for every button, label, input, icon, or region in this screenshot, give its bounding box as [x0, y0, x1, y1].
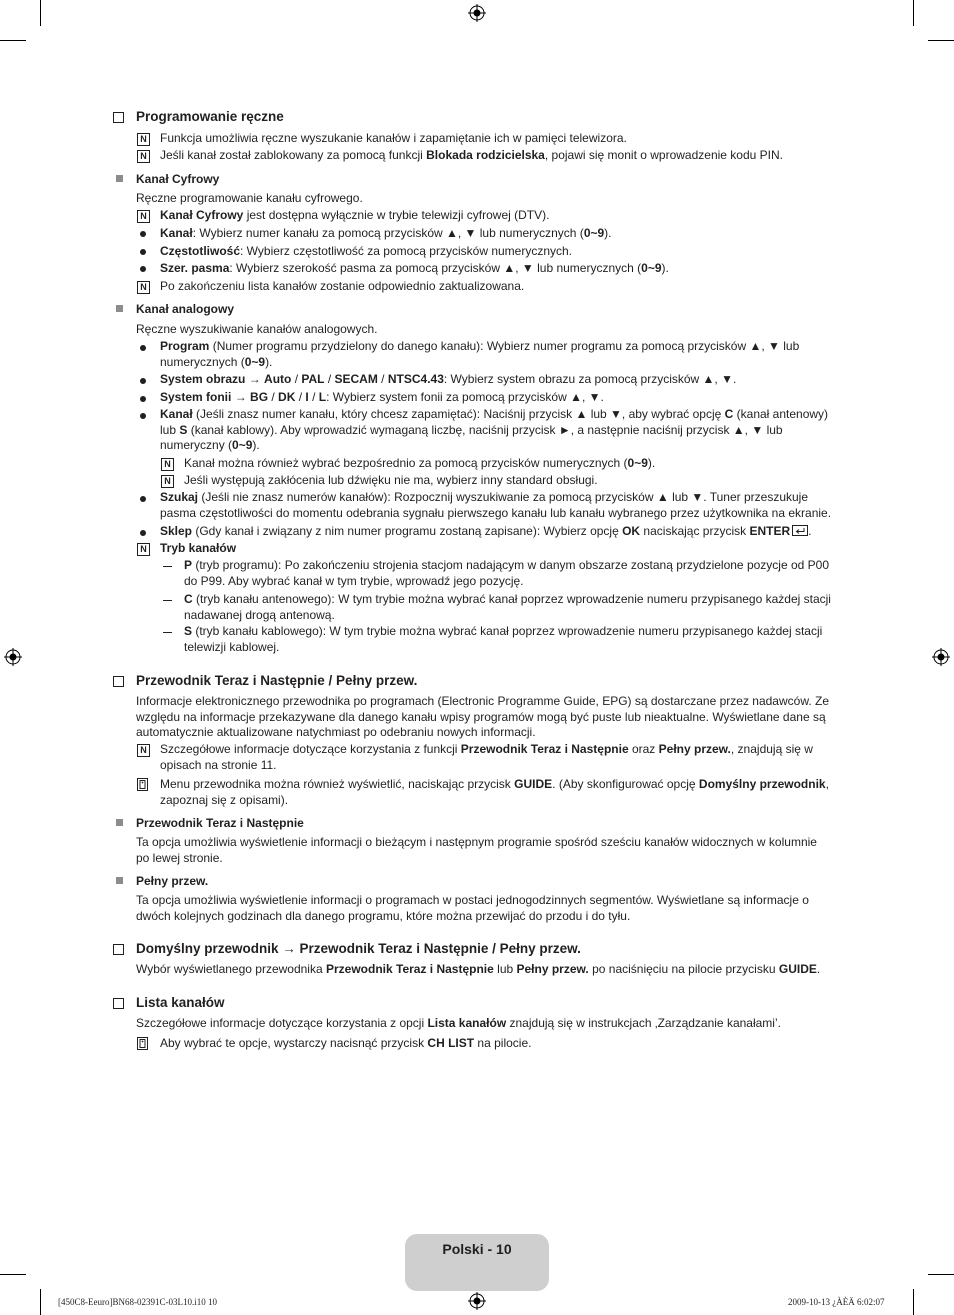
note-icon: N	[137, 150, 150, 163]
note-text: Funkcja umożliwia ręczne wyszukanie kanałów i zapamiętanie ich w pamięci telewizora.	[160, 131, 627, 145]
dash-icon	[163, 600, 172, 601]
subsection-marker-icon	[116, 305, 123, 312]
crop-mark	[928, 1274, 954, 1275]
crop-mark	[928, 40, 954, 41]
crop-mark	[0, 1274, 26, 1275]
note-text: Menu przewodnika można również wyświetlić, naciskając przycisk GUIDE. (Aby skonfigurować opcję Domyślny przewodnik, zapoznaj się z opisami).	[160, 777, 829, 807]
note-text: Aby wybrać te opcje, wystarczy nacisnąć przycisk CH LIST na pilocie.	[160, 1036, 532, 1050]
section-checkbox-icon	[113, 676, 124, 687]
note-icon: N	[137, 133, 150, 146]
note-text: Jeśli występują zakłócenia lub dźwięku nie ma, wybierz inny standard obsługi.	[184, 473, 598, 487]
enter-icon	[792, 525, 808, 536]
bullet-icon	[140, 396, 146, 402]
crop-mark	[40, 1289, 41, 1315]
subsection-title: Pełny przew.	[136, 874, 209, 888]
note-icon: N	[137, 210, 150, 223]
paragraph: Ręczne wyszukiwanie kanałów analogowych.	[136, 322, 378, 336]
registration-mark-icon	[468, 4, 486, 22]
dash-item-text: S (tryb kanału kablowego): W tym trybie można wybrać kanał poprzez wprowadzenie numeru przypisanego każdej stacji telewizji kablowej.	[184, 624, 823, 654]
note-text: Jeśli kanał został zablokowany za pomocą funkcji Blokada rodzicielska, pojawi się monit o wprowadzenie kodu PIN.	[160, 148, 783, 162]
bullet-text: Kanał: Wybierz numer kanału za pomocą przycisków ▲, ▼ lub numerycznych (0~9).	[160, 226, 612, 240]
note-text: Tryb kanałów	[160, 541, 237, 555]
dash-item-text: C (tryb kanału antenowego): W tym trybie można wybrać kanał poprzez wprowadzenie numeru przypisanego każdej stacji nadawanej drogą antenową.	[184, 592, 831, 622]
section-title: Przewodnik Teraz i Następnie / Pełny przew.	[136, 673, 418, 688]
section-title: Programowanie ręczne	[136, 109, 284, 124]
subsection-title: Przewodnik Teraz i Następnie	[136, 816, 304, 830]
bullet-text: System fonii → BG / DK / I / L: Wybierz system fonii za pomocą przycisków ▲, ▼.	[160, 390, 604, 404]
paragraph: Ta opcja umożliwia wyświetlenie informacji o programach w postaci jednogodzinnych segmentów. Wyświetlane są informacje o dwóch kolejnych godzinach dla danego programu, które można przewijać do przodu i do tyłu.	[136, 893, 809, 923]
crop-mark	[913, 0, 914, 26]
paragraph: Informacje elektronicznego przewodnika po programach (Electronic Programme Guide, EPG) są dostarczane przez nadawców. Ze względu na informacje przekazywane dla danego kanału wpisy programów mogą być puste lub nieaktualne. Wyświetlane dane są automatycznie aktualizowane natychmiast po odebraniu nowych informacji.	[136, 694, 829, 739]
note-icon: N	[137, 744, 150, 757]
bullet-icon	[140, 530, 146, 536]
note-text: Kanał Cyfrowy jest dostępna wyłącznie w trybie telewizji cyfrowej (DTV).	[160, 208, 550, 222]
note-text: Po zakończeniu lista kanałów zostanie odpowiednio zaktualizowana.	[160, 279, 525, 293]
note-icon: N	[137, 543, 150, 556]
section-title: Lista kanałów	[136, 995, 225, 1010]
print-meta-left: [450C8-Eeuro]BN68-02391C-03L10.i10 10	[58, 1297, 217, 1307]
subsection-title: Kanał Cyfrowy	[136, 172, 220, 186]
note-icon: N	[161, 475, 174, 488]
subsection-title: Kanał analogowy	[136, 302, 235, 316]
bullet-text: Sklep (Gdy kanał i związany z nim numer programu zostaną zapisane): Wybierz opcję OK naciskając przycisk ENTER .	[160, 524, 812, 538]
print-meta-right: 2009-10-13 ¿ÀÈÄ 6:02:07	[788, 1297, 885, 1307]
crop-mark	[0, 40, 26, 41]
remote-icon	[137, 778, 148, 791]
paragraph: Wybór wyświetlanego przewodnika Przewodnik Teraz i Następnie lub Pełny przew. po naciśnięciu na pilocie przycisku GUIDE.	[136, 962, 821, 976]
bullet-text: Częstotliwość: Wybierz częstotliwość za pomocą przycisków numerycznych.	[160, 244, 573, 258]
paragraph: Ręczne programowanie kanału cyfrowego.	[136, 191, 363, 205]
note-icon: N	[161, 458, 174, 471]
section-checkbox-icon	[113, 998, 124, 1009]
subsection-marker-icon	[116, 175, 123, 182]
bullet-icon	[140, 378, 146, 384]
dash-icon	[163, 566, 172, 567]
page-number: Polski - 10	[442, 1241, 512, 1257]
paragraph: Szczegółowe informacje dotyczące korzystania z opcji Lista kanałów znajdują się w instrukcjach ‚Zarządzanie kanałami’.	[136, 1016, 781, 1030]
registration-mark-icon	[468, 1292, 486, 1310]
section-checkbox-icon	[113, 112, 124, 123]
registration-mark-icon	[4, 648, 22, 666]
bullet-icon	[140, 345, 146, 351]
bullet-text: Szer. pasma: Wybierz szerokość pasma za pomocą przycisków ▲, ▼ lub numerycznych (0~9).	[160, 261, 669, 275]
bullet-icon	[140, 249, 146, 255]
section-checkbox-icon	[113, 944, 124, 955]
note-text: Kanał można również wybrać bezpośrednio za pomocą przycisków numerycznych (0~9).	[184, 456, 656, 470]
subsection-marker-icon	[116, 819, 123, 826]
bullet-text: System obrazu → Auto / PAL / SECAM / NTSC4.43: Wybierz system obrazu za pomocą przycisków ▲, ▼.	[160, 372, 737, 386]
bullet-text: Szukaj (Jeśli nie znasz numerów kanałów): Rozpocznij wyszukiwanie za pomocą przycisków ▲ lub ▼. Tuner przeszukuje pasma częstotliwości do momentu odebrania sygnału pierwszego kanału lub kanału wybranego przez użytkownika na ekranie.	[160, 490, 832, 520]
bullet-icon	[140, 496, 146, 502]
bullet-text: Program (Numer programu przydzielony do danego kanału): Wybierz numer programu za pomocą przycisków ▲, ▼ lub numerycznych (0~9).	[160, 339, 800, 369]
dash-icon	[163, 632, 172, 633]
dash-item-text: P (tryb programu): Po zakończeniu strojenia stacjom nadającym w danym obszarze zostaną przydzielone pozycje od P00 do P99. Aby wybrać kanał w tym trybie, wprowadź jego pozycję.	[184, 558, 829, 588]
crop-mark	[40, 0, 41, 26]
paragraph: Ta opcja umożliwia wyświetlenie informacji o bieżącym i następnym programie spośród sześciu kanałów widocznych w kolumnie po lewej stronie.	[136, 835, 817, 865]
section-title: Domyślny przewodnik → Przewodnik Teraz i Następnie / Pełny przew.	[136, 941, 581, 956]
note-icon: N	[137, 281, 150, 294]
registration-mark-icon	[932, 648, 950, 666]
subsection-marker-icon	[116, 877, 123, 884]
bullet-icon	[140, 266, 146, 272]
crop-mark	[913, 1289, 914, 1315]
note-text: Szczegółowe informacje dotyczące korzystania z funkcji Przewodnik Teraz i Następnie oraz Pełny przew., znajdują się w opisach na stronie 11.	[160, 742, 813, 772]
remote-icon	[137, 1037, 148, 1050]
bullet-text: Kanał (Jeśli znasz numer kanału, który chcesz zapamiętać): Naciśnij przycisk ▲ lub ▼, aby wybrać opcję C (kanał antenowy) lub S (kanał kablowy). Aby wprowadzić wymaganą liczbę, naciśnij przycisk ►, a następnie naciśnij przycisk ▲, ▼ lub numeryczny (0~9).	[160, 407, 829, 452]
bullet-icon	[140, 413, 146, 419]
bullet-icon	[140, 231, 146, 237]
